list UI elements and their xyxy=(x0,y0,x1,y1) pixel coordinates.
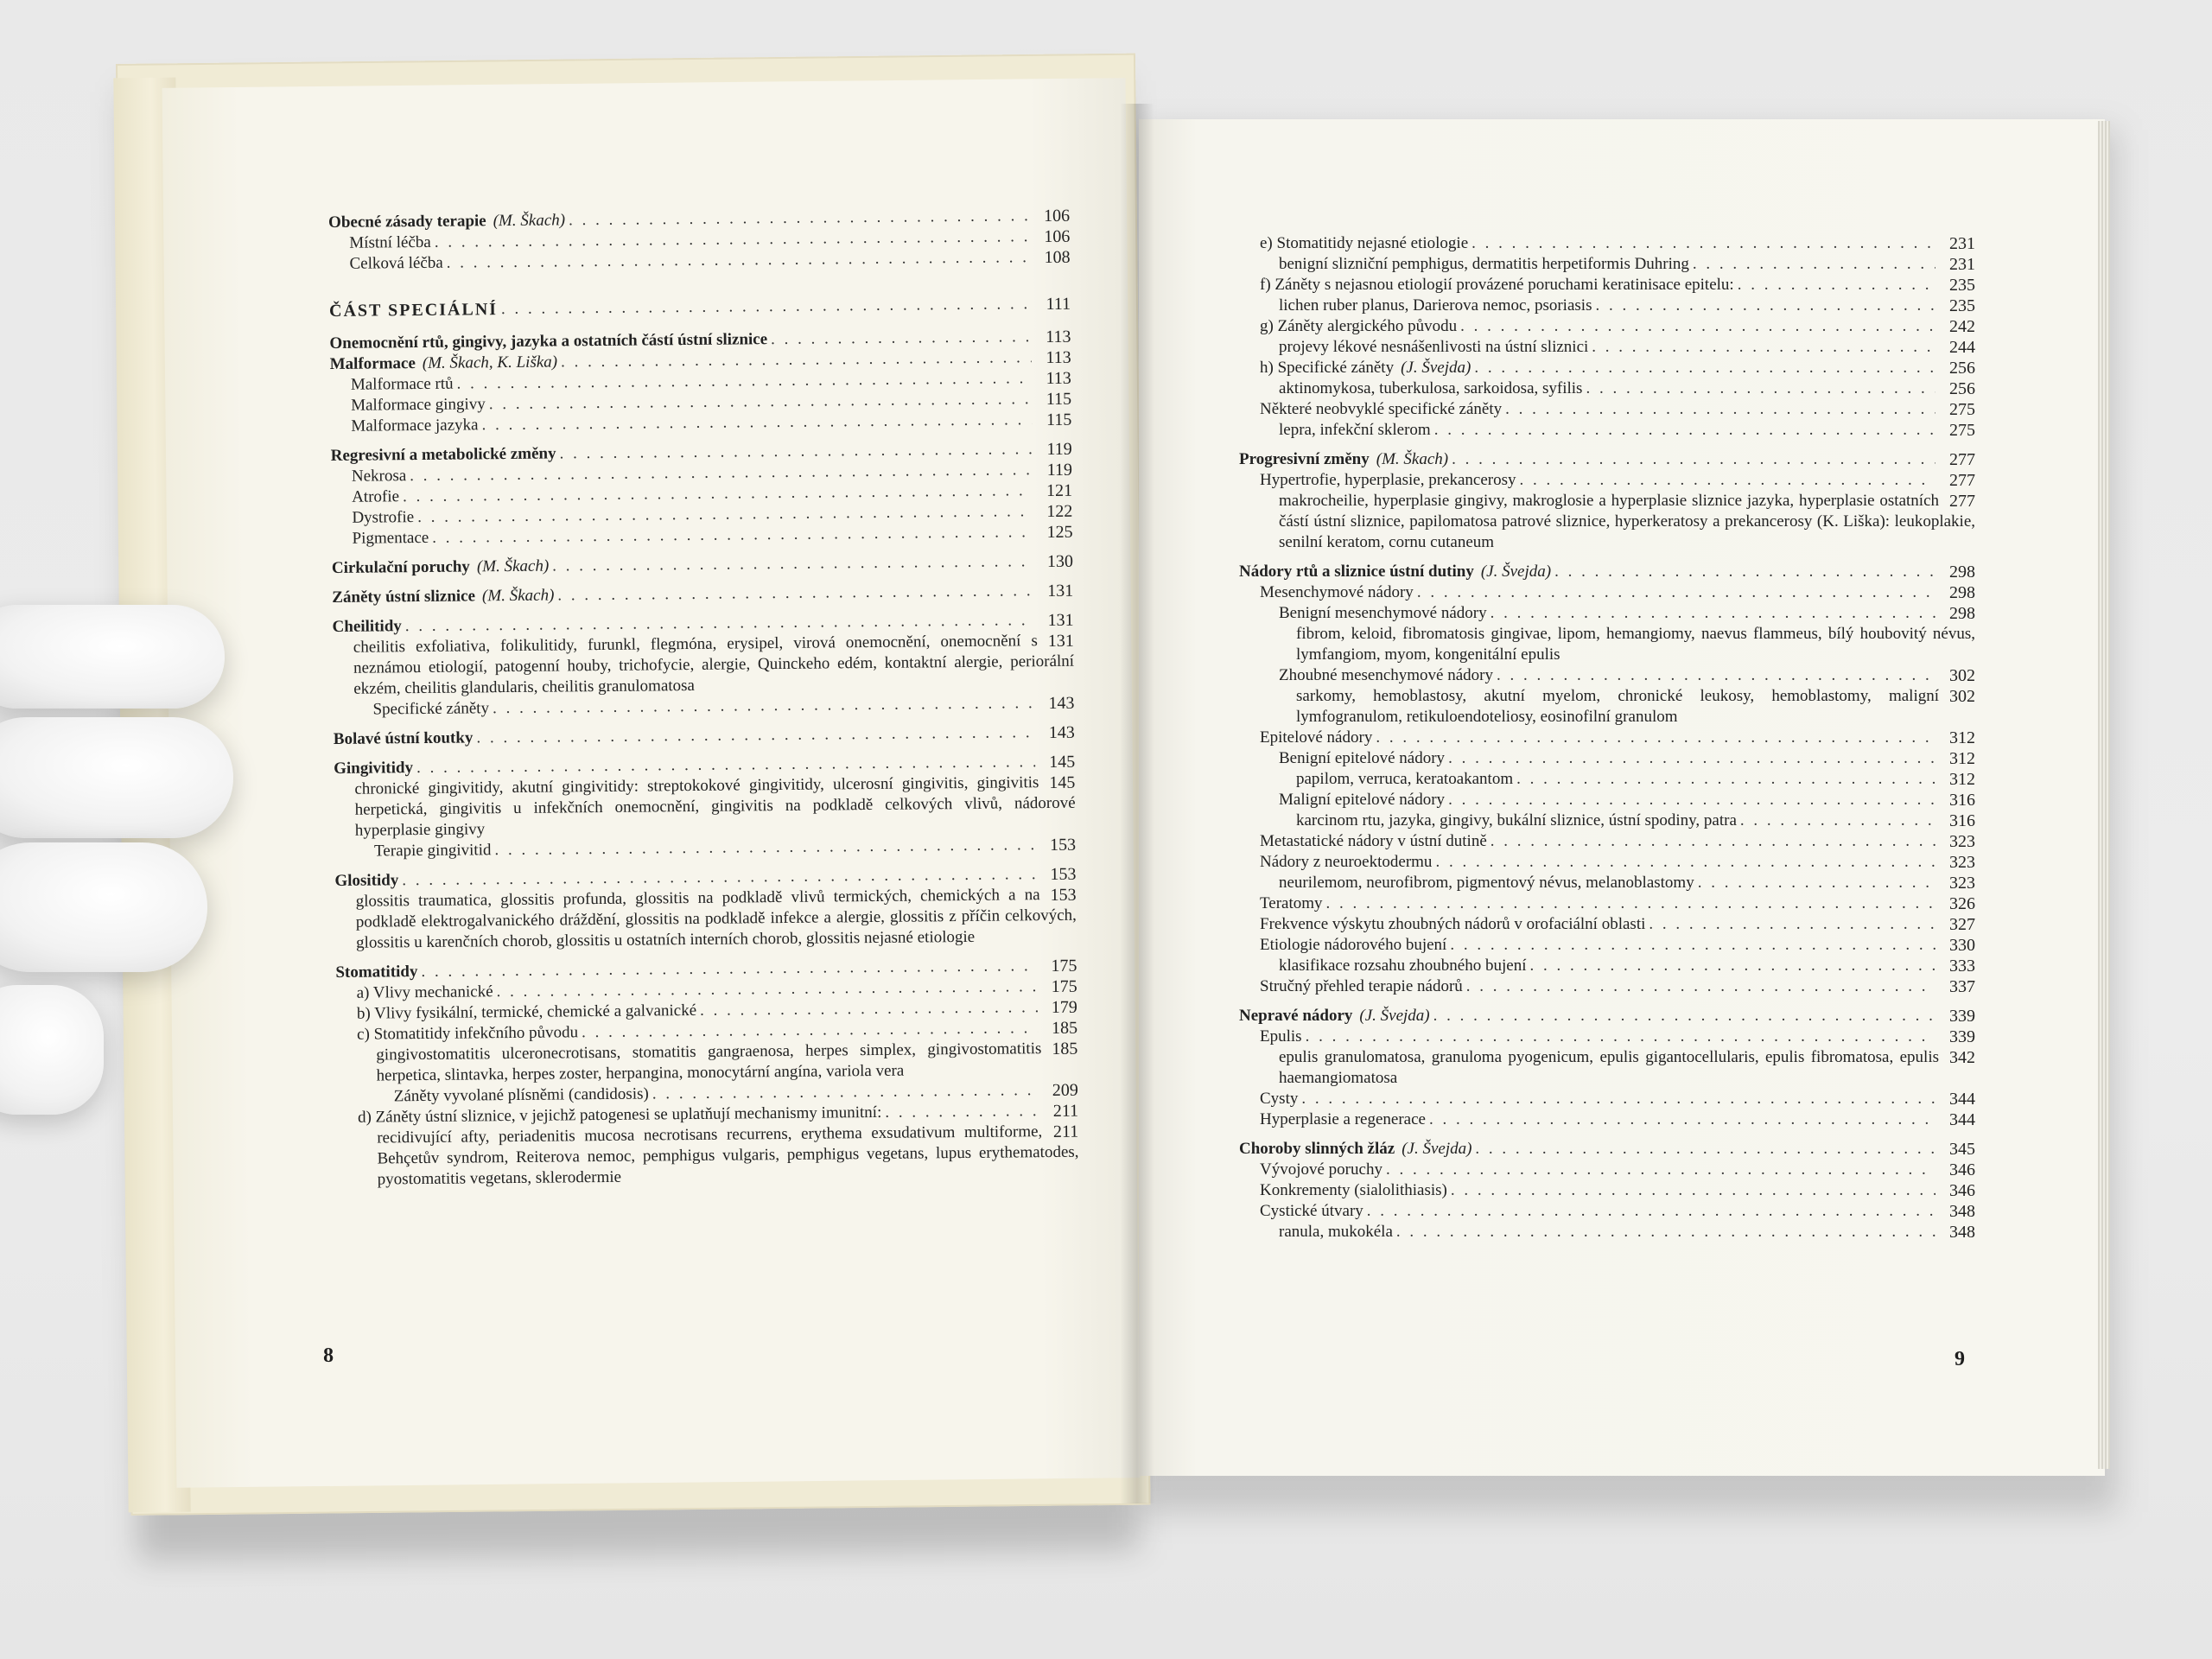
dot-leader xyxy=(501,294,1031,320)
dot-leader xyxy=(1435,852,1936,873)
toc-entry-page: 346 xyxy=(1949,1181,1975,1200)
dot-leader xyxy=(1434,420,1936,441)
toc-entry-page: 275 xyxy=(1949,400,1975,419)
dot-leader xyxy=(1649,914,1936,935)
dot-leader xyxy=(1386,1160,1936,1180)
dot-leader xyxy=(1698,873,1936,893)
toc-entry-title: Regresivní a metabolické změny xyxy=(330,444,556,465)
toc-entry-page: 231 xyxy=(1949,234,1975,253)
gloved-finger xyxy=(0,985,104,1115)
page-number-left: 8 xyxy=(322,1344,334,1368)
dot-leader xyxy=(1740,810,1936,831)
toc-entry xyxy=(1239,748,1975,769)
dot-leader xyxy=(1491,603,1936,624)
toc-entry xyxy=(1239,296,1975,316)
toc-entry xyxy=(1239,624,1975,665)
toc-entry-page: 115 xyxy=(1046,410,1072,430)
toc-entry-title: Nekrosa xyxy=(351,467,407,486)
toc-entry-page: 346 xyxy=(1949,1160,1975,1179)
toc-entry-author: (M. Škach) xyxy=(1376,450,1449,468)
dot-leader xyxy=(557,581,1033,606)
toc-entry-page: 323 xyxy=(1949,874,1975,893)
dot-leader xyxy=(1452,449,1936,470)
toc-entry-page: 113 xyxy=(1046,327,1071,347)
toc-entry-title: c) Stomatitidy infekčního původu xyxy=(357,1023,579,1044)
toc-entry-title: Glositidy xyxy=(334,871,399,890)
toc-entry xyxy=(1239,831,1975,852)
toc-entry-page: 277 xyxy=(1949,471,1975,490)
toc-entry-page: 345 xyxy=(1949,1140,1975,1159)
toc-entry-page: 323 xyxy=(1949,853,1975,872)
toc-entry-title: Malformace xyxy=(329,354,416,373)
toc-entry xyxy=(1239,254,1975,275)
toc-entry-page: 131 xyxy=(1047,631,1074,652)
toc-entry xyxy=(1239,337,1975,358)
toc-entry xyxy=(1239,470,1975,491)
gloved-finger xyxy=(0,605,225,709)
toc-entry-title: makrocheilie, hyperplasie gingivy, makroglosie a hyperplasie sliznice jazyka, hyperplasie ostatních částí ústní sliznice, papilomatosa patrové sliznice, hyperkeratosy a prekancerosy (K. Liška): leukoplakie, senilní keratom, cornu cutaneum xyxy=(1279,492,1975,551)
toc-entry xyxy=(1239,1027,1975,1047)
toc-entry-page: 209 xyxy=(1052,1080,1078,1101)
toc-entry-page: 185 xyxy=(1051,1018,1078,1039)
dot-leader xyxy=(771,327,1032,350)
toc-entry-title: Záněty ústní sliznice xyxy=(332,587,476,607)
dot-leader xyxy=(476,722,1035,748)
toc-entry-title: Gingivitidy xyxy=(334,759,414,778)
toc-entry xyxy=(1239,582,1975,603)
toc-entry-title: Nádory z neuroektodermu xyxy=(1260,853,1433,871)
toc-entry-title: Stomatitidy xyxy=(335,963,418,982)
toc-entry xyxy=(334,772,1076,842)
dot-leader xyxy=(1595,296,1936,316)
toc-entry-page: 179 xyxy=(1051,997,1077,1018)
toc-entry xyxy=(1239,358,1975,378)
toc-entry-title: h) Specifické záněty xyxy=(1260,359,1395,377)
toc-right xyxy=(1239,233,1975,1243)
toc-entry-page: 323 xyxy=(1949,832,1975,851)
dot-leader xyxy=(1433,1006,1936,1027)
toc-entry-page: 145 xyxy=(1049,752,1076,772)
toc-entry-page: 242 xyxy=(1949,317,1975,336)
toc-entry xyxy=(1239,562,1975,582)
toc-entry xyxy=(332,581,1073,608)
toc-entry xyxy=(334,722,1075,750)
toc-entry xyxy=(1239,686,1975,728)
toc-entry-page: 175 xyxy=(1051,956,1077,976)
dot-leader xyxy=(1396,1222,1936,1243)
toc-entry-title: Hyperplasie a regenerace xyxy=(1260,1110,1426,1128)
page-number-right: 9 xyxy=(1955,1348,1965,1370)
toc-entry xyxy=(1239,873,1975,893)
dot-leader xyxy=(1520,470,1936,491)
dot-leader xyxy=(885,1101,1039,1123)
toc-entry-page: 339 xyxy=(1949,1027,1975,1046)
toc-entry-author: (M. Škach) xyxy=(493,211,566,231)
toc-entry-title: Teratomy xyxy=(1260,894,1323,912)
toc-entry xyxy=(1239,1047,1975,1089)
toc-entry-page: 153 xyxy=(1050,885,1077,906)
toc-entry xyxy=(332,551,1073,579)
toc-entry-title: d) Záněty ústní sliznice, v jejichž patogenesi se uplatňují mechanismy imunitní: xyxy=(357,1103,882,1127)
toc-entry-title: gingivostomatitis ulceronecrotisans, stomatitis gangraenosa, herpes simplex, gingivostomatitis herpetica, slintavka, herpes zoster, herpangina, monocytární angína, variola vera xyxy=(376,1039,1042,1085)
toc-entry-title: Choroby slinných žláz xyxy=(1239,1140,1395,1158)
toc-entry-page: 145 xyxy=(1049,772,1076,793)
toc-entry-page: 131 xyxy=(1047,581,1074,601)
toc-entry-title: glossitis traumatica, glossitis profunda, glossitis na podkladě vlivů termických, chemických a na podkladě elektrogalvanického dráždění, glossitis na podkladě infekce a alergie, glossitis z příčin celkových, glossitis u karenčních chorob, glossitis u ostatních interních chorob, glossitis nejasné etiologie xyxy=(355,886,1077,952)
toc-entry-page: 108 xyxy=(1044,247,1071,268)
toc-entry-title: cheilitis exfoliativa, folikulitidy, furunkl, flegmóna, erysipel, virová onemocnění, onemocnění s neznámou etiologií, patogenní houby, trichofycie, alergie, Quinckeho edém, kontaktní alergie, periorální ekzém, cheilitis glandularis, cheilitis granulomatosa xyxy=(353,632,1075,698)
toc-entry xyxy=(1239,491,1975,553)
toc-entry-page: 175 xyxy=(1051,976,1077,997)
toc-entry-title: Bolavé ústní koutky xyxy=(333,728,474,748)
toc-entry xyxy=(1239,233,1975,254)
toc-entry xyxy=(1239,769,1975,790)
toc-entry-title: ranula, mukokéla xyxy=(1279,1223,1393,1241)
toc-entry-title: aktinomykosa, tuberkulosa, sarkoidosa, syfilis xyxy=(1279,379,1583,397)
toc-entry-title: projevy lékové nesnášenlivosti na ústní sliznici xyxy=(1279,338,1589,356)
toc-entry-page: 153 xyxy=(1049,835,1077,855)
dot-leader xyxy=(1586,378,1936,399)
toc-entry-page: 348 xyxy=(1949,1202,1975,1221)
toc-entry-page: 342 xyxy=(1949,1048,1975,1067)
toc-entry-title: Nepravé nádory xyxy=(1239,1007,1353,1025)
toc-entry-page: 326 xyxy=(1949,894,1975,913)
toc-entry-page: 333 xyxy=(1949,957,1975,976)
toc-entry-title: Epitelové nádory xyxy=(1260,728,1373,747)
toc-entry-page: 344 xyxy=(1949,1090,1975,1109)
toc-entry-title: Atrofie xyxy=(352,487,400,506)
toc-entry xyxy=(1239,603,1975,624)
toc-entry xyxy=(1239,914,1975,935)
toc-entry-page: 277 xyxy=(1949,450,1975,469)
toc-entry-title: papilom, verruca, keratoakantom xyxy=(1296,770,1514,788)
toc-entry-author: (M. Škach) xyxy=(476,556,550,576)
toc-entry-title: Benigní mesenchymové nádory xyxy=(1279,604,1487,622)
toc-entry xyxy=(1239,790,1975,810)
toc-entry-title: Nádory rtů a sliznice ústní dutiny xyxy=(1239,563,1474,581)
toc-entry-page: 256 xyxy=(1949,359,1975,378)
toc-entry-title: a) Vlivy mechanické xyxy=(356,982,493,1002)
toc-entry-title: g) Záněty alergického původu xyxy=(1260,317,1458,335)
dot-leader xyxy=(1417,582,1936,603)
toc-entry xyxy=(1239,316,1975,337)
toc-entry-page: 235 xyxy=(1949,276,1975,295)
dot-leader xyxy=(1592,337,1936,358)
toc-entry xyxy=(333,631,1075,700)
toc-entry-title: Malformace gingivy xyxy=(351,395,486,415)
toc-entry xyxy=(1239,893,1975,914)
toc-entry xyxy=(1239,1201,1975,1222)
toc-entry-title: Maligní epitelové nádory xyxy=(1279,791,1446,809)
toc-entry-page: 115 xyxy=(1046,389,1072,410)
toc-entry xyxy=(337,1122,1079,1191)
toc-entry xyxy=(1239,1109,1975,1130)
toc-entry-author: (M. Škach) xyxy=(481,586,555,606)
toc-entry-title: Cheilitidy xyxy=(332,617,402,636)
toc-entry-page: 327 xyxy=(1949,915,1975,934)
book-gutter xyxy=(1120,104,1154,1503)
dot-leader xyxy=(1301,1089,1936,1109)
toc-entry xyxy=(1239,976,1975,997)
toc-entry-page: 348 xyxy=(1949,1223,1975,1242)
toc-entry-page: 344 xyxy=(1949,1110,1975,1129)
toc-entry-page: 312 xyxy=(1949,770,1975,789)
dot-leader xyxy=(1448,790,1936,810)
toc-entry-title: Malformace jazyka xyxy=(351,416,479,435)
toc-entry xyxy=(1239,956,1975,976)
toc-entry-page: 298 xyxy=(1949,604,1975,623)
dot-leader xyxy=(1471,233,1936,254)
toc-entry-title: Vývojové poruchy xyxy=(1260,1160,1382,1179)
dot-leader xyxy=(1491,831,1936,852)
toc-entry-page: 298 xyxy=(1949,583,1975,602)
toc-entry xyxy=(1239,420,1975,441)
toc-entry-title: Benigní epitelové nádory xyxy=(1279,749,1446,767)
toc-entry-title: Dystrofie xyxy=(352,508,415,527)
toc-entry-title: Malformace rtů xyxy=(350,374,454,394)
toc-entry xyxy=(1239,1180,1975,1201)
dot-leader xyxy=(1505,399,1936,420)
toc-entry-page: 302 xyxy=(1949,687,1975,706)
toc-left xyxy=(328,206,1079,1191)
toc-entry-author: (J. Švejda) xyxy=(1480,563,1552,581)
dot-leader xyxy=(1448,748,1936,769)
toc-entry-author: (J. Švejda) xyxy=(1359,1007,1430,1025)
toc-entry-title: Konkrementy (sialolithiasis) xyxy=(1260,1181,1447,1199)
toc-entry-title: neurilemom, neurofibrom, pigmentový névus, melanoblastomy xyxy=(1279,874,1694,892)
toc-entry-title: Progresivní změny xyxy=(1239,450,1370,468)
dot-leader xyxy=(1475,1139,1936,1160)
toc-entry-title: Celková léčba xyxy=(349,253,443,273)
toc-entry-title: fibrom, keloid, fibromatosis gingivae, lipom, hemangiomy, naevus flammeus, bílý houbovitý névus, lymfangiom, myom, kongenitální epulis xyxy=(1296,625,1975,664)
toc-entry-page: 316 xyxy=(1949,791,1975,810)
dot-leader xyxy=(1529,956,1936,976)
toc-entry-title: lepra, infekční sklerom xyxy=(1279,421,1431,439)
toc-entry-title: benigní slizniční pemphigus, dermatitis herpetiformis Duhring xyxy=(1279,255,1689,273)
toc-entry-title: Metastatické nádory v ústní dutině xyxy=(1260,832,1487,850)
toc-entry xyxy=(1239,810,1975,831)
toc-entry-page: 106 xyxy=(1043,206,1071,226)
toc-entry-page: 125 xyxy=(1046,522,1073,543)
toc-entry xyxy=(1239,1139,1975,1160)
dot-leader xyxy=(1554,562,1936,582)
dot-leader xyxy=(1326,893,1936,914)
dot-leader xyxy=(1451,1180,1936,1201)
toc-entry xyxy=(1239,1089,1975,1109)
toc-entry-title: Etiologie nádorového bujení xyxy=(1260,936,1447,954)
toc-entry-author: (J. Švejda) xyxy=(1401,359,1471,377)
toc-entry-page: 185 xyxy=(1052,1039,1078,1059)
toc-entry-author: (M. Škach, K. Liška) xyxy=(422,353,558,372)
dot-leader xyxy=(552,551,1033,576)
toc-entry-page: 106 xyxy=(1044,226,1071,247)
dot-leader xyxy=(1460,316,1936,337)
toc-entry-title: sarkomy, hemoblastosy, akutní myelom, chronické leukosy, hemoblastomy, maligní lymfogranulom, retikuloendoteliosy, eosinofilní granulom xyxy=(1296,687,1939,726)
toc-entry-title: recidivující afty, periadenitis mucosa necrotisans recurrens, erythema exsudativum multiforme, Behçetův syndrom, Reiterova nemoc, pemphigus vulgaris, pemphigus vegetans, lupus erythematodes, pyostomatitis vegetans, sklerodermie xyxy=(377,1122,1079,1189)
toc-entry-page: 275 xyxy=(1949,421,1975,440)
toc-entry xyxy=(1239,665,1975,686)
dot-leader xyxy=(493,693,1035,719)
toc-entry xyxy=(1239,1006,1975,1027)
toc-entry-page: 298 xyxy=(1949,563,1975,582)
toc-entry-title: Cirkulační poruchy xyxy=(331,557,470,577)
toc-entry-title: Epulis xyxy=(1260,1027,1302,1046)
toc-entry-page: 113 xyxy=(1046,368,1071,389)
toc-entry-title: Specifické záněty xyxy=(372,699,490,719)
toc-entry-title: chronické gingivitidy, akutní gingivitidy: streptokokové gingivitidy, ulcerosní gingivitis, gingivitis herpetická, gingivitis u infekčních onemocnění, gingivitis na podkladě celkových vlivů, nádorové hyperplasie gingivy xyxy=(354,773,1076,840)
toc-entry xyxy=(1239,1160,1975,1180)
toc-entry-title: Cystické útvary xyxy=(1260,1202,1363,1220)
toc-entry-title: epulis granulomatosa, granuloma pyogenicum, epulis gigantocellularis, epulis fibromatosa, epulis haemangiomatosa xyxy=(1279,1048,1939,1087)
toc-entry-page: 337 xyxy=(1949,977,1975,996)
toc-entry-page: 119 xyxy=(1046,439,1072,460)
toc-entry-title: Pigmentace xyxy=(352,528,429,548)
toc-entry-page: 277 xyxy=(1949,492,1975,511)
toc-entry-page: 312 xyxy=(1949,728,1975,747)
toc-entry xyxy=(1239,1222,1975,1243)
toc-entry xyxy=(336,1039,1077,1087)
toc-entry-page: 119 xyxy=(1046,460,1073,480)
toc-entry-author: (J. Švejda) xyxy=(1402,1140,1472,1158)
toc-entry-title: Některé neobvyklé specifické záněty xyxy=(1260,400,1503,418)
toc-entry-title: Zhoubné mesenchymové nádory xyxy=(1279,666,1493,684)
dot-leader xyxy=(1516,769,1936,790)
toc-entry-page: 330 xyxy=(1949,936,1975,955)
toc-entry-page: 312 xyxy=(1949,749,1975,768)
toc-entry xyxy=(329,294,1071,321)
toc-entry-page: 153 xyxy=(1050,864,1077,885)
dot-leader xyxy=(1693,254,1936,275)
toc-entry-page: 130 xyxy=(1046,551,1074,572)
toc-entry-page: 111 xyxy=(1046,294,1071,315)
toc-entry-title: Hypertrofie, hyperplasie, prekancerosy xyxy=(1260,471,1516,489)
toc-entry-title: lichen ruber planus, Darierova nemoc, psoriasis xyxy=(1279,296,1592,315)
toc-entry-title: Terapie gingivitid xyxy=(373,841,492,861)
toc-entry-title: Cysty xyxy=(1260,1090,1299,1108)
toc-entry-title: karcinom rtu, jazyka, gingivy, bukální sliznice, ústní spodiny, patra xyxy=(1296,811,1737,830)
toc-entry xyxy=(335,885,1077,954)
toc-entry-page: 211 xyxy=(1052,1122,1079,1141)
dot-leader xyxy=(1429,1109,1936,1130)
dot-leader xyxy=(1306,1027,1936,1047)
toc-entry-page: 235 xyxy=(1949,296,1975,315)
dot-leader xyxy=(1474,358,1936,378)
toc-entry xyxy=(1239,449,1975,470)
toc-entry-page: 113 xyxy=(1046,347,1071,368)
dot-leader xyxy=(1367,1201,1936,1222)
dot-leader xyxy=(1450,935,1936,956)
toc-entry-title: Obecné zásady terapie xyxy=(328,212,486,232)
toc-entry-title: klasifikace rozsahu zhoubného bujení xyxy=(1279,957,1527,975)
toc-entry-page: 131 xyxy=(1047,610,1074,631)
toc-entry-page: 143 xyxy=(1048,693,1075,714)
toc-entry-page: 121 xyxy=(1046,480,1073,501)
toc-entry-page: 316 xyxy=(1949,811,1975,830)
dot-leader xyxy=(481,410,1032,435)
toc-entry-title: Mesenchymové nádory xyxy=(1260,583,1414,601)
toc-entry-title: b) Vlivy fysikální, termické, chemické a galvanické xyxy=(356,1001,697,1023)
gloved-finger xyxy=(0,717,233,838)
toc-entry-page: 211 xyxy=(1052,1101,1079,1121)
toc-entry-title: Stručný přehled terapie nádorů xyxy=(1260,977,1463,995)
gloved-finger xyxy=(0,842,207,972)
dot-leader xyxy=(1466,976,1936,997)
toc-entry-page: 339 xyxy=(1949,1007,1975,1026)
toc-entry-title: e) Stomatitidy nejasné etiologie xyxy=(1260,234,1469,252)
toc-entry-page: 244 xyxy=(1949,338,1975,357)
toc-entry-title: Záněty vyvolané plísněmi (candidosis) xyxy=(393,1084,649,1106)
page-block-edge xyxy=(2098,121,2110,1469)
toc-entry xyxy=(1239,852,1975,873)
toc-entry xyxy=(1239,378,1975,399)
dot-leader xyxy=(447,247,1031,273)
dot-leader xyxy=(1376,728,1936,748)
toc-entry-title: f) Záněty s nejasnou etiologií provázené poruchami keratinisace epitelu: xyxy=(1260,276,1734,294)
toc-entry-title: Onemocnění rtů, gingivy, jazyka a ostatních částí ústní sliznice xyxy=(329,330,768,353)
toc-entry-page: 231 xyxy=(1949,255,1975,274)
toc-entry-title: Frekvence výskytu zhoubných nádorů v orofaciální oblasti xyxy=(1260,915,1646,933)
toc-entry-title: Místní léčba xyxy=(349,232,431,252)
toc-entry xyxy=(1239,399,1975,420)
dot-leader xyxy=(1497,665,1936,686)
toc-entry xyxy=(1239,275,1975,296)
dot-leader xyxy=(494,835,1036,861)
toc-entry xyxy=(1239,935,1975,956)
toc-entry xyxy=(1239,728,1975,748)
toc-entry-page: 256 xyxy=(1949,379,1975,398)
toc-entry-title: ČÁST SPECIÁLNÍ xyxy=(328,300,499,321)
toc-entry-page: 122 xyxy=(1046,501,1073,522)
dot-leader xyxy=(1738,275,1936,296)
toc-entry-page: 143 xyxy=(1048,722,1075,743)
toc-entry-page: 302 xyxy=(1949,666,1975,685)
